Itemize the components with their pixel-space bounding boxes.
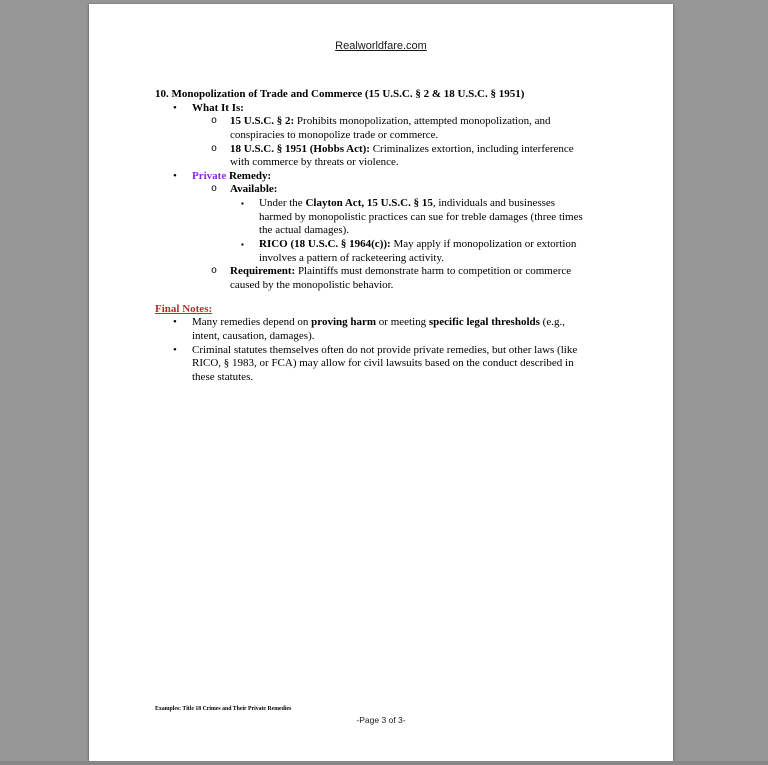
bullet-icon: • (173, 169, 177, 182)
bullet-icon: • (173, 101, 177, 114)
window-bottom-edge (0, 761, 768, 765)
text-line: Available: (230, 183, 278, 196)
text-line: intent, causation, damages). (192, 329, 315, 342)
text-line: the actual damages). (259, 224, 350, 237)
text-line: 18 U.S.C. § 1951 (Hobbs Act): Criminalizes extortion, including interference (230, 142, 574, 155)
text-line: conspiracies to monopolize trade or commerce. (230, 128, 439, 141)
square-bullet-icon: ▪ (241, 199, 244, 209)
text-line: Requirement: Plaintiffs must demonstrate harm to competition or commerce (230, 265, 572, 278)
text-line: with commerce by threats or violence. (230, 156, 399, 169)
list-item-available (155, 183, 635, 197)
list-item-criminal-statutes (155, 344, 635, 385)
text-line: Under the Clayton Act, 15 U.S.C. § 15, individuals and businesses (259, 197, 556, 210)
text-line: 15 U.S.C. § 2: Prohibits monopolization, attempted monopolization, and (230, 115, 551, 128)
text-line: Private Remedy: (192, 169, 272, 182)
list-item-15-usc-2 (155, 115, 635, 142)
list-item-requirement (155, 265, 635, 292)
circle-bullet-icon: o (211, 184, 218, 196)
list-item-private-remedy (155, 170, 635, 184)
circle-bullet-icon: o (211, 116, 218, 128)
text-line: RICO (18 U.S.C. § 1964(c)): May apply if monopolization or extortion (259, 238, 577, 251)
footer-page-number: -Page 3 of 3- (356, 715, 406, 725)
text-line: these statutes. (192, 370, 254, 383)
text-line: 10. Monopolization of Trade and Commerce (15 U.S.C. § 2 & 18 U.S.C. § 1951) (155, 88, 525, 100)
list-item-clayton-act (155, 197, 635, 238)
bullet-icon: • (173, 343, 177, 356)
document-body (155, 88, 635, 384)
footer-document-title: Examples: Title 18 Crimes and Their Private Remedies (155, 706, 292, 712)
list-item-18-usc-1951 (155, 143, 635, 170)
text-line: involves a pattern of racketeering activity. (259, 251, 444, 264)
site-title: Realworldfare.com (335, 40, 427, 52)
list-item-proving-harm (155, 316, 635, 343)
list-item-what-it-is (155, 102, 635, 116)
text-line: caused by the monopolistic behavior. (230, 278, 394, 291)
text-line: What It Is: (192, 101, 244, 114)
section-heading (155, 88, 635, 102)
circle-bullet-icon: o (211, 143, 218, 155)
text-line: Criminal statutes themselves often do not provide private remedies, but other laws (like (192, 343, 578, 356)
text-line: Many remedies depend on proving harm or meeting specific legal thresholds (e.g., (192, 316, 565, 329)
final-notes-heading (155, 303, 635, 317)
text-line: harmed by monopolistic practices can sue for treble damages (three times (259, 210, 583, 223)
list-item-rico (155, 238, 635, 265)
text-line: Final Notes: (155, 302, 213, 315)
circle-bullet-icon: o (211, 266, 218, 278)
text-line: RICO, § 1983, or FCA) may allow for civil lawsuits based on the conduct described in (192, 357, 574, 370)
square-bullet-icon: ▪ (241, 240, 244, 250)
document-header (89, 40, 673, 52)
document-page[interactable] (89, 4, 673, 761)
bullet-icon: • (173, 316, 177, 329)
